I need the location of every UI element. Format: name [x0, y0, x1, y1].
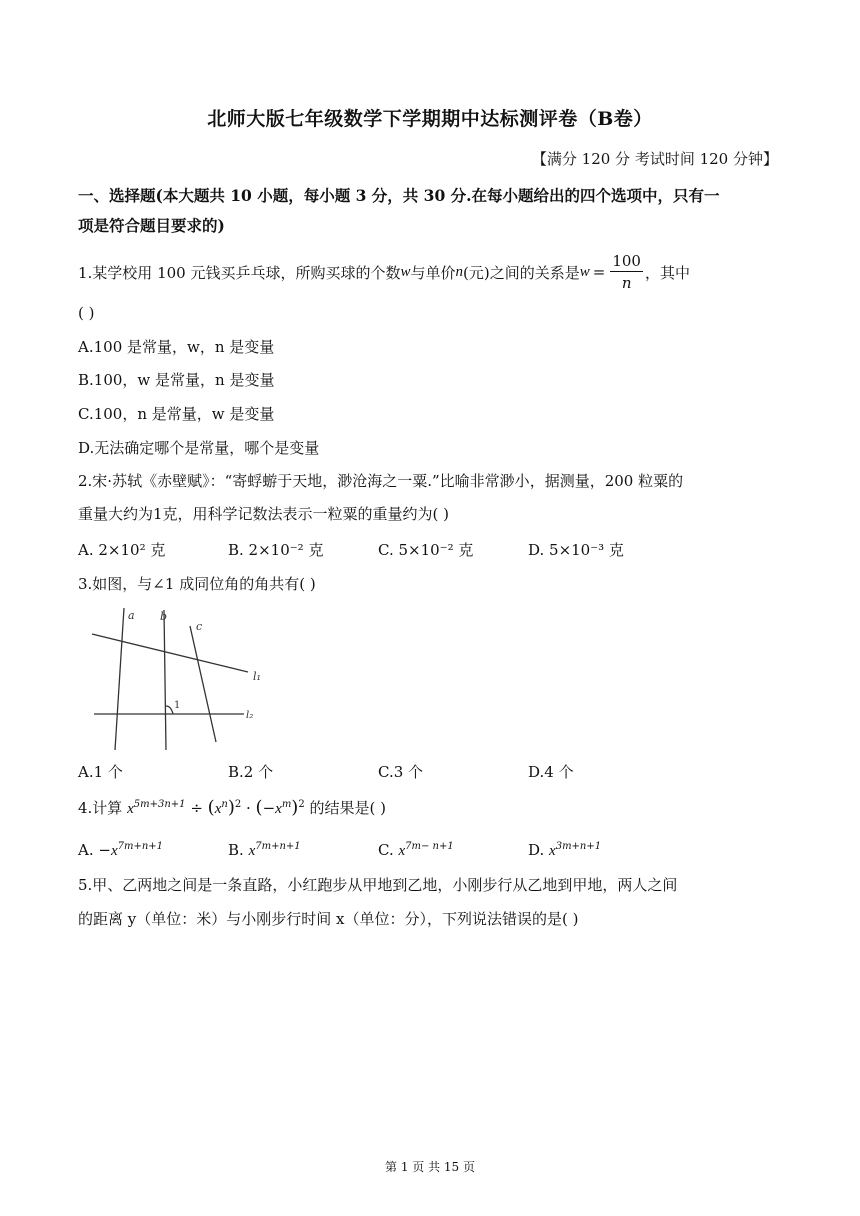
line-a	[115, 608, 124, 750]
angle-1-arc	[166, 706, 173, 714]
question-4-option-c: C. $x^{7m- n+1}$	[378, 841, 454, 859]
fraction-100-over-n	[610, 251, 643, 294]
question-1-option-d: D.无法确定哪个是常量，哪个是变量	[78, 439, 320, 457]
question-4-option-d: D. $x^{3m+n+1}$	[528, 841, 602, 859]
question-2-line2: 重量大约为1克，用科学记数法表示一粒粟的重量约为( )	[78, 505, 450, 523]
question-3-option-d: D.4 个	[528, 763, 574, 781]
section-heading-line2: 项是符合题目要求的)	[78, 216, 225, 235]
var-n: n	[455, 263, 464, 280]
var-w: w	[400, 263, 411, 280]
q1-text-a: 1.某学校用 100 元钱买乒乓球，所购买球的个数	[78, 263, 401, 282]
question-3-option-c: C.3 个	[378, 763, 424, 781]
question-5-line2: 的距离 y（单位：米）与小刚步行时间 x（单位：分），下列说法错误的是( )	[78, 910, 579, 928]
fraction-numerator: 100	[612, 251, 641, 270]
line-b	[164, 610, 166, 750]
q4-text-a: 4.计算	[78, 799, 128, 817]
exam-meta: 【满分 120 分 考试时间 120 分钟】	[531, 150, 778, 168]
q1-text-d: ，其中	[644, 263, 690, 282]
question-4-stem	[78, 797, 386, 818]
q4-text-b: 的结果是( )	[304, 799, 386, 817]
question-4-option-b: B. $x^{7m+n+1}$	[228, 841, 301, 859]
question-1-option-a: A.100 是常量，w，n 是变量	[78, 338, 275, 356]
page-title: 北师大版七年级数学下学期期中达标测评卷（B卷）	[207, 108, 653, 130]
label-l1: l₁	[253, 670, 261, 683]
line-l1	[92, 634, 248, 672]
question-2-option-b: B. 2×10⁻² 克	[228, 541, 324, 559]
line-c	[190, 626, 216, 742]
question-3-option-a: A.1 个	[78, 763, 123, 781]
question-1-option-b: B.100，w 是常量，n 是变量	[78, 371, 275, 389]
q1-text-b: 与单价	[410, 263, 456, 282]
label-a: a	[128, 609, 135, 622]
question-3-stem: 3.如图，与∠1 成同位角的角共有( )	[78, 575, 316, 593]
question-3-option-b: B.2 个	[228, 763, 274, 781]
label-c: c	[196, 620, 203, 633]
q1-text-c: (元)之间的关系是	[463, 263, 580, 282]
label-b: b	[160, 610, 168, 623]
question-1-option-c: C.100，n 是常量，w 是变量	[78, 405, 275, 423]
question-2-line1: 2.宋·苏轼《赤壁赋》：“寄蜉蝣于天地，渺沧海之一粟.”比喻非常渺小，据测量，200 粒粟的	[78, 472, 684, 490]
fraction-denominator: n	[621, 273, 632, 292]
question-2-option-a: A. 2×10² 克	[78, 541, 166, 559]
question-2-option-c: C. 5×10⁻² 克	[378, 541, 474, 559]
label-l2: l₂	[246, 710, 254, 721]
question-1-paren: ( )	[78, 304, 95, 322]
question-5-line1: 5.甲、乙两地之间是一条直路，小红跑步从甲地到乙地，小刚步行从乙地到甲地，两人之间	[78, 876, 678, 894]
q4-expression: $x^{5m+3n+1} \div (x^n)^2 \cdot (-x^m)^2$	[127, 797, 305, 818]
parallel-lines-figure	[86, 604, 276, 754]
page-footer: 第 1 页 共 15 页	[385, 1160, 475, 1174]
section-heading-line1: 一、选择题(本大题共 10 小题，每小题 3 分，共 30 分.在每小题给出的四个选项中，只有一	[78, 186, 720, 205]
question-2-option-d: D. 5×10⁻³ 克	[528, 541, 624, 559]
question-1-stem: 1.某学校用 100 元钱买乒乓球，所购买球的个数 w 与单价 n (元)之间的关系是 w = $\frac{100}{n}$ ，其中	[78, 251, 690, 292]
var-w-eq: w	[579, 263, 590, 280]
label-angle-1: 1	[174, 700, 181, 711]
question-4-option-a: A. $-x^{7m+n+1}$	[78, 841, 164, 859]
